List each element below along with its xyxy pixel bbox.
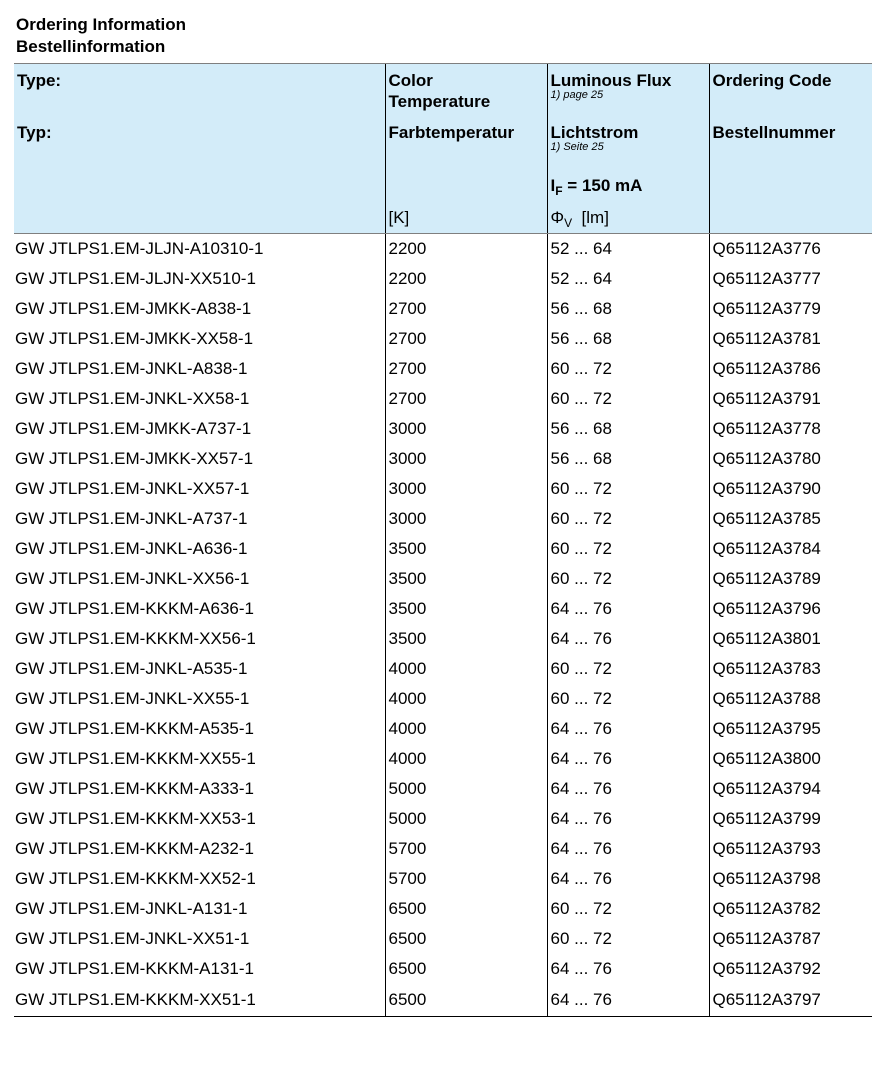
cell-luminous-flux: 60 ... 72 <box>547 684 709 714</box>
cell-color-temperature: 5700 <box>385 834 547 864</box>
table-row <box>14 714 872 744</box>
header-type <box>14 64 385 234</box>
cell-color-temperature: 4000 <box>385 714 547 744</box>
cell-color-temperature: 2200 <box>385 264 547 294</box>
cell-luminous-flux: 64 ... 76 <box>547 804 709 834</box>
cell-color-temperature: 4000 <box>385 684 547 714</box>
table-header <box>14 64 872 234</box>
cell-type: GW JTLPS1.EM-JNKL-A636-1 <box>15 539 248 558</box>
cell-color-temperature: 3000 <box>385 444 547 474</box>
header-flux-cond-subscript: F <box>555 184 563 198</box>
cell-ordering-code: Q65112A3777 <box>709 264 872 294</box>
cell-ordering-code: Q65112A3791 <box>709 384 872 414</box>
header-flux-unit-subscript: V <box>564 216 573 230</box>
cell-ordering-code: Q65112A3784 <box>709 534 872 564</box>
cell-luminous-flux: 56 ... 68 <box>547 294 709 324</box>
table-row <box>14 534 872 564</box>
cell-type: GW JTLPS1.EM-JNKL-A535-1 <box>15 659 248 678</box>
cell-luminous-flux: 52 ... 64 <box>547 234 709 265</box>
cell-color-temperature: 3000 <box>385 504 547 534</box>
cell-color-temperature: 6500 <box>385 984 547 1017</box>
table-row <box>14 834 872 864</box>
cell-color-temperature: 3500 <box>385 594 547 624</box>
header-cct-en-1: Color <box>388 71 433 90</box>
header-flux-unit-line <box>551 207 609 234</box>
cell-color-temperature: 3500 <box>385 624 547 654</box>
cell-luminous-flux: 64 ... 76 <box>547 954 709 984</box>
table-row <box>14 414 872 444</box>
cell-ordering-code: Q65112A3801 <box>709 624 872 654</box>
cell-type: GW JTLPS1.EM-JMKK-A838-1 <box>15 299 252 318</box>
cell-ordering-code: Q65112A3793 <box>709 834 872 864</box>
cell-color-temperature: 6500 <box>385 894 547 924</box>
cell-luminous-flux: 56 ... 68 <box>547 444 709 474</box>
cell-type: GW JTLPS1.EM-KKKM-A131-1 <box>15 959 255 978</box>
cell-type: GW JTLPS1.EM-JMKK-XX57-1 <box>15 449 254 468</box>
cell-ordering-code: Q65112A3785 <box>709 504 872 534</box>
table-row <box>14 354 872 384</box>
cell-luminous-flux: 52 ... 64 <box>547 264 709 294</box>
cell-color-temperature: 2700 <box>385 324 547 354</box>
table-row <box>14 324 872 354</box>
cell-ordering-code: Q65112A3795 <box>709 714 872 744</box>
cell-ordering-code: Q65112A3786 <box>709 354 872 384</box>
header-cct-en-2: Temperature <box>388 92 491 111</box>
cell-luminous-flux: 56 ... 68 <box>547 414 709 444</box>
table-row <box>14 684 872 714</box>
cell-ordering-code: Q65112A3776 <box>709 234 872 265</box>
table-row <box>14 864 872 894</box>
cell-type: GW JTLPS1.EM-JNKL-XX58-1 <box>15 389 250 408</box>
header-ordering-code <box>709 64 872 234</box>
header-cct-de: Farbtemperatur <box>388 123 515 142</box>
header-flux-condition <box>551 175 643 202</box>
table-row <box>14 564 872 594</box>
table-row <box>14 234 872 265</box>
header-type-en: Type: <box>17 71 62 90</box>
cell-color-temperature: 2700 <box>385 294 547 324</box>
cell-ordering-code: Q65112A3794 <box>709 774 872 804</box>
cell-type: GW JTLPS1.EM-KKKM-A636-1 <box>15 599 255 618</box>
header-flux-unit: [lm] <box>581 208 609 227</box>
cell-luminous-flux: 60 ... 72 <box>547 894 709 924</box>
cell-type: GW JTLPS1.EM-JMKK-XX58-1 <box>15 329 254 348</box>
cell-luminous-flux: 60 ... 72 <box>547 654 709 684</box>
cell-ordering-code: Q65112A3799 <box>709 804 872 834</box>
cell-type: GW JTLPS1.EM-KKKM-A232-1 <box>15 839 255 858</box>
table-row <box>14 774 872 804</box>
ordering-table <box>14 63 872 1017</box>
cell-luminous-flux: 64 ... 76 <box>547 864 709 894</box>
cell-color-temperature: 2700 <box>385 384 547 414</box>
cell-type: GW JTLPS1.EM-KKKM-XX56-1 <box>15 629 256 648</box>
page-title: Ordering Information <box>16 15 186 34</box>
cell-ordering-code: Q65112A3779 <box>709 294 872 324</box>
header-type-de: Typ: <box>17 123 52 142</box>
page-subtitle: Bestellinformation <box>16 37 166 56</box>
table-row <box>14 654 872 684</box>
cell-type: GW JTLPS1.EM-JNKL-XX57-1 <box>15 479 250 498</box>
header-flux-note-de: 1) Seite 25 <box>550 141 604 153</box>
cell-type: GW JTLPS1.EM-KKKM-XX51-1 <box>14 984 385 1017</box>
table-row <box>14 474 872 504</box>
cell-ordering-code: Q65112A3796 <box>709 594 872 624</box>
cell-type: GW JTLPS1.EM-KKKM-XX55-1 <box>15 749 256 768</box>
cell-luminous-flux: 60 ... 72 <box>547 384 709 414</box>
cell-type: GW JTLPS1.EM-JNKL-A838-1 <box>15 359 248 378</box>
cell-luminous-flux: 60 ... 72 <box>547 924 709 954</box>
table-row <box>14 264 872 294</box>
table-row <box>14 924 872 954</box>
cell-luminous-flux: 64 ... 76 <box>547 984 709 1017</box>
cell-ordering-code: Q65112A3789 <box>709 564 872 594</box>
cell-luminous-flux: 64 ... 76 <box>547 714 709 744</box>
cell-type: GW JTLPS1.EM-JLJN-A10310-1 <box>15 239 264 258</box>
header-flux-note-en: 1) page 25 <box>550 89 604 101</box>
table-row <box>14 984 872 1017</box>
cell-luminous-flux: 64 ... 76 <box>547 774 709 804</box>
cell-color-temperature: 6500 <box>385 924 547 954</box>
table-row <box>14 594 872 624</box>
cell-type: GW JTLPS1.EM-JNKL-A131-1 <box>15 899 248 918</box>
cell-color-temperature: 2200 <box>385 234 547 265</box>
header-flux-en: Luminous Flux <box>550 71 672 90</box>
cell-color-temperature: 5000 <box>385 804 547 834</box>
cell-ordering-code: Q65112A3798 <box>709 864 872 894</box>
header-luminous-flux <box>547 64 709 234</box>
header-order-en: Ordering Code <box>712 71 832 90</box>
table-row <box>14 294 872 324</box>
table-row <box>14 444 872 474</box>
cell-luminous-flux: 60 ... 72 <box>547 564 709 594</box>
table-row <box>14 894 872 924</box>
cell-type: GW JTLPS1.EM-JMKK-A737-1 <box>15 419 252 438</box>
cell-type: GW JTLPS1.EM-KKKM-XX53-1 <box>15 809 256 828</box>
table-body <box>14 234 872 1017</box>
cell-luminous-flux: 60 ... 72 <box>547 504 709 534</box>
cell-luminous-flux: 60 ... 72 <box>547 534 709 564</box>
cell-luminous-flux: 64 ... 76 <box>547 834 709 864</box>
cell-ordering-code: Q65112A3787 <box>709 924 872 954</box>
cell-color-temperature: 5700 <box>385 864 547 894</box>
header-flux-unit-symbol: Φ <box>550 208 565 227</box>
cell-type: GW JTLPS1.EM-JNKL-XX55-1 <box>15 689 250 708</box>
table-row <box>14 384 872 414</box>
cell-type: GW JTLPS1.EM-KKKM-A333-1 <box>15 779 255 798</box>
header-cct-unit: [K] <box>388 208 410 227</box>
cell-luminous-flux: 60 ... 72 <box>547 354 709 384</box>
cell-ordering-code: Q65112A3781 <box>709 324 872 354</box>
cell-ordering-code: Q65112A3778 <box>709 414 872 444</box>
cell-ordering-code: Q65112A3800 <box>709 744 872 774</box>
cell-ordering-code: Q65112A3780 <box>709 444 872 474</box>
cell-color-temperature: 3500 <box>385 534 547 564</box>
cell-color-temperature: 4000 <box>385 654 547 684</box>
cell-luminous-flux: 56 ... 68 <box>547 324 709 354</box>
cell-ordering-code: Q65112A3792 <box>709 954 872 984</box>
cell-luminous-flux: 64 ... 76 <box>547 624 709 654</box>
cell-ordering-code: Q65112A3788 <box>709 684 872 714</box>
cell-color-temperature: 4000 <box>385 744 547 774</box>
cell-type: GW JTLPS1.EM-KKKM-XX52-1 <box>15 869 256 888</box>
header-flux-cond-symbol: I <box>550 176 556 195</box>
cell-color-temperature: 3500 <box>385 564 547 594</box>
cell-type: GW JTLPS1.EM-JNKL-XX56-1 <box>15 569 250 588</box>
cell-luminous-flux: 64 ... 76 <box>547 594 709 624</box>
header-flux-cond-value: = 150 mA <box>562 176 643 195</box>
table-row <box>14 744 872 774</box>
cell-color-temperature: 2700 <box>385 354 547 384</box>
cell-type: GW JTLPS1.EM-JNKL-A737-1 <box>15 509 248 528</box>
table-row <box>14 624 872 654</box>
cell-ordering-code: Q65112A3782 <box>709 894 872 924</box>
table-row <box>14 954 872 984</box>
table-row <box>14 504 872 534</box>
cell-color-temperature: 5000 <box>385 774 547 804</box>
table-row <box>14 804 872 834</box>
cell-ordering-code: Q65112A3790 <box>709 474 872 504</box>
cell-color-temperature: 3000 <box>385 414 547 444</box>
cell-color-temperature: 3000 <box>385 474 547 504</box>
cell-type: GW JTLPS1.EM-KKKM-A535-1 <box>15 719 255 738</box>
cell-luminous-flux: 64 ... 76 <box>547 744 709 774</box>
cell-type: GW JTLPS1.EM-JLJN-XX510-1 <box>15 269 256 288</box>
header-order-de: Bestellnummer <box>712 123 836 142</box>
header-flux-de: Lichtstrom <box>550 123 639 142</box>
cell-ordering-code: Q65112A3783 <box>709 654 872 684</box>
cell-type: GW JTLPS1.EM-JNKL-XX51-1 <box>15 929 250 948</box>
cell-color-temperature: 6500 <box>385 954 547 984</box>
header-color-temperature <box>385 64 547 234</box>
cell-ordering-code: Q65112A3797 <box>709 984 872 1017</box>
cell-luminous-flux: 60 ... 72 <box>547 474 709 504</box>
